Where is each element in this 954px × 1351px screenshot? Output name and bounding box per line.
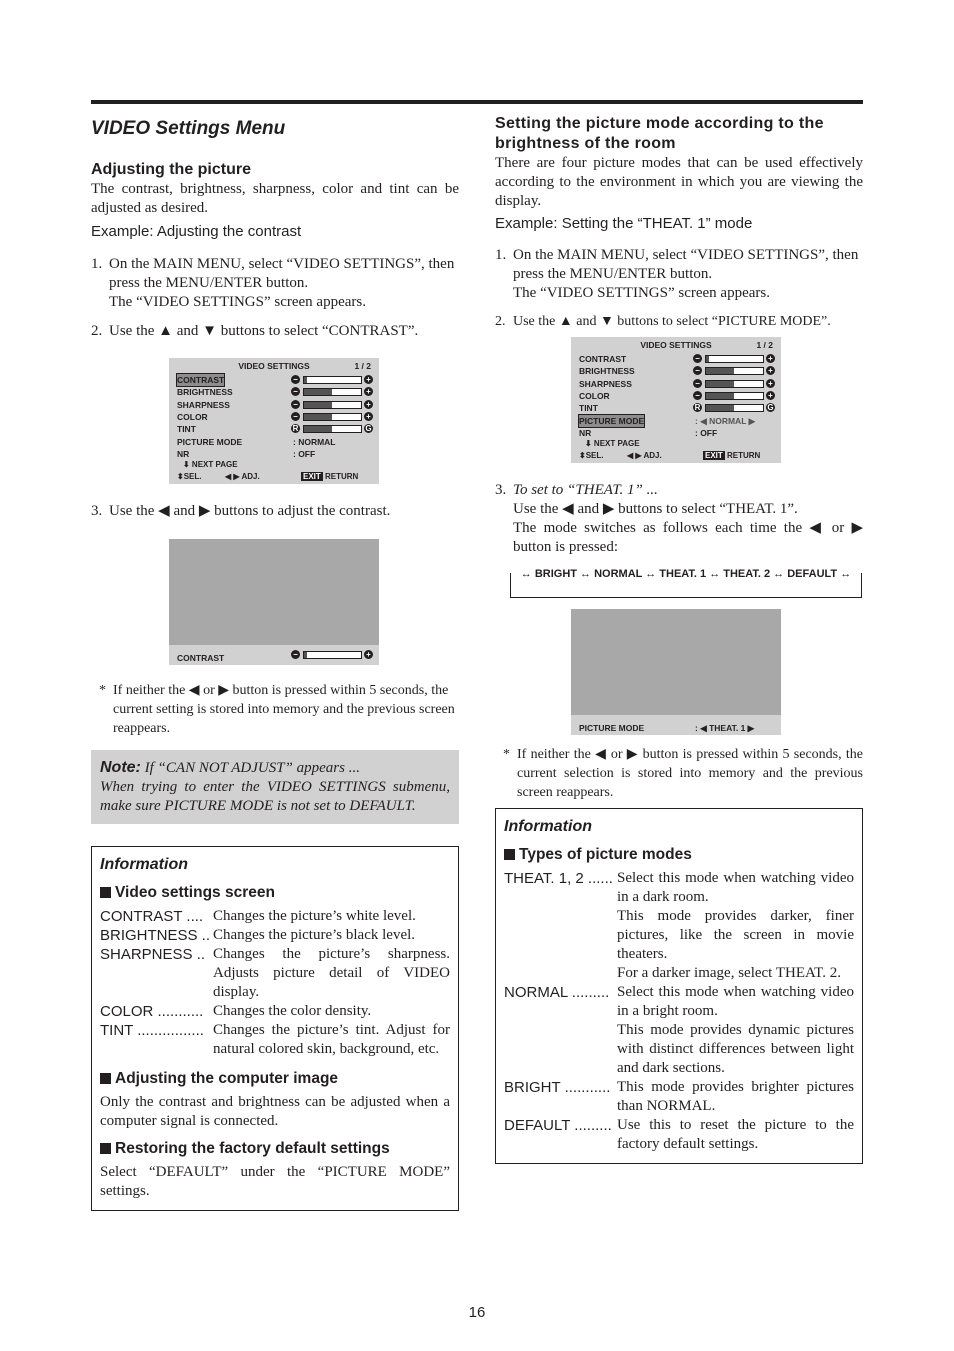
slider-bar — [303, 425, 362, 433]
info-box-left — [91, 846, 459, 1211]
menu-footer-hints: ⬍SEL. ◀ ▶ ADJ. EXIT RETURN — [177, 472, 359, 481]
definition-desc: Use this to reset the picture to the factory default settings. — [617, 1117, 854, 1152]
video-settings-menu — [169, 358, 379, 484]
plus-icon: G — [767, 403, 774, 413]
step-2-right-text: Use the ▲ and ▼ buttons to select “PICTURE MODE”. — [513, 314, 831, 329]
video-settings-menu-right — [571, 337, 781, 463]
step-2-right: 2. Use the ▲ and ▼ buttons to select “PICTURE MODE”. — [495, 312, 863, 331]
right-column — [495, 114, 863, 1164]
step-2-text: Use the ▲ and ▼ buttons to select “CONTRAST”. — [109, 323, 419, 339]
step-3-right: 3. To set to “THEAT. 1” ... Use the ◀ and ▶ buttons to select “THEAT. 1”. The mode switches as follows each time the ◀ or ▶ button is pressed: — [495, 482, 863, 555]
info-sub3: Restoring the factory default settings — [115, 1140, 390, 1157]
example-text-right: Example: Setting the “THEAT. 1” mode — [495, 215, 753, 232]
square-bullet-icon — [504, 849, 515, 860]
menu-row-label: TINT — [177, 424, 196, 435]
minus-icon: − — [291, 412, 300, 421]
menu-slider — [291, 375, 373, 385]
definition-term: NORMAL ......... — [504, 984, 610, 1001]
note-line2: When trying to enter the VIDEO SETTINGS submenu, make sure PICTURE MODE is not set to DEFAULT. — [100, 779, 450, 814]
next-page-hint: ⬇ NEXT PAGE — [585, 439, 640, 448]
definition-item — [100, 907, 450, 926]
slider-bar — [705, 367, 764, 375]
minus-icon: − — [291, 387, 300, 396]
menu-page: 1 / 2 — [354, 361, 371, 371]
note-box — [91, 750, 459, 824]
definition-item — [504, 1078, 854, 1116]
definition-item — [504, 983, 854, 1078]
minus-icon: − — [291, 400, 300, 409]
menu-slider — [693, 379, 775, 389]
screen-label: CONTRAST — [177, 653, 225, 663]
minus-icon: R — [292, 424, 299, 434]
menu-row-label: PICTURE MODE — [579, 415, 645, 426]
menu-row-label: BRIGHTNESS — [177, 387, 233, 398]
definition-desc: Changes the picture’s white level. — [213, 908, 416, 924]
contrast-slider — [291, 650, 373, 660]
plus-icon: + — [364, 400, 373, 409]
definition-term: BRIGHTNESS .. — [100, 927, 211, 944]
plus-icon: + — [766, 354, 775, 363]
section-title: VIDEO Settings Menu — [91, 118, 286, 139]
mode-intro: There are four picture modes that can be used effectively according to the environment in which you are viewing the display. — [495, 155, 863, 209]
menu-row-label: NR — [177, 448, 190, 459]
info-title: Information — [100, 856, 188, 873]
menu-row[interactable] — [177, 386, 373, 398]
menu-row-label: PICTURE MODE — [177, 436, 243, 447]
step-2: 2. Use the ▲ and ▼ buttons to select “CONTRAST”. — [91, 322, 459, 341]
step-3: 3. Use the ◀ and ▶ buttons to adjust the contrast. — [91, 502, 459, 521]
minus-icon: − — [693, 366, 702, 375]
square-bullet-icon — [100, 887, 111, 898]
sequence-text: ↔ BRIGHT ↔ NORMAL ↔ THEAT. 1 ↔ THEAT. 2 ↔ DEFAULT ↔ — [511, 565, 861, 584]
definition-term: COLOR ........... — [100, 1003, 204, 1020]
left-column — [91, 114, 459, 1211]
menu-slider — [291, 387, 373, 397]
info-sub2: Adjusting the computer image — [115, 1070, 339, 1087]
menu-row[interactable] — [579, 353, 775, 365]
footnote-right: * If neither the ◀ or ▶ button is pressed within 5 seconds, the current selection is stored into memory and the previous screen reappears. — [503, 747, 863, 800]
slider-bar — [705, 404, 764, 412]
page-number: 16 — [468, 1304, 486, 1321]
plus-icon: + — [364, 375, 373, 384]
plus-icon: + — [766, 391, 775, 400]
step-3-right-line1: Use the ◀ and ▶ buttons to select “THEAT. 1”. — [513, 501, 798, 517]
menu-slider — [291, 424, 373, 434]
info-sub1: Video settings screen — [115, 884, 275, 901]
updown-icon: ⬍ — [177, 472, 184, 481]
info-title: Information — [504, 818, 592, 835]
mode-heading: Setting the picture mode according to the brightness of the room — [495, 115, 824, 152]
contrast-screen — [169, 539, 379, 665]
menu-row-label: COLOR — [177, 411, 208, 422]
minus-icon: − — [291, 650, 300, 659]
step-1-right: 1. On the MAIN MENU, select “VIDEO SETTINGS”, then press the MENU/ENTER button. The “VIDEO SETTINGS” screen appears. — [495, 246, 863, 303]
example-text: Example: Adjusting the contrast — [91, 223, 302, 240]
definition-list — [100, 907, 450, 1059]
plus-icon: + — [766, 366, 775, 375]
menu-row-label: SHARPNESS — [177, 399, 230, 410]
menu-row[interactable] — [579, 402, 775, 414]
definition-item — [100, 1021, 450, 1059]
step-1-text: On the MAIN MENU, select “VIDEO SETTINGS”, then press the MENU/ENTER button. — [109, 256, 455, 291]
menu-row[interactable] — [177, 448, 373, 460]
menu-row-value: : ◀ NORMAL ▶ — [695, 415, 756, 426]
menu-row[interactable] — [177, 399, 373, 411]
definition-desc: Changes the picture’s sharpness. Adjusts picture detail of VIDEO display. — [213, 946, 450, 1000]
menu-row[interactable] — [177, 436, 373, 448]
menu-row-label: NR — [579, 427, 592, 438]
slider-bar — [705, 380, 764, 388]
footnote-text: If neither the ◀ or ▶ button is pressed within 5 seconds, the current setting is stored into memory and the previous screen reappears. — [113, 683, 455, 736]
slider-bar — [303, 376, 362, 384]
info-sub: Types of picture modes — [519, 846, 692, 863]
menu-row[interactable] — [177, 374, 373, 386]
definition-list — [504, 869, 854, 1154]
menu-title: VIDEO SETTINGS — [640, 340, 712, 350]
menu-footer-hints: ⬍SEL. ◀ ▶ ADJ. EXIT RETURN — [579, 451, 761, 460]
definition-term: CONTRAST .... — [100, 908, 204, 925]
definition-desc: Changes the picture’s black level. — [213, 927, 416, 943]
menu-page: 1 / 2 — [756, 340, 773, 350]
definition-desc: This mode provides brighter pictures than NORMAL. — [617, 1079, 854, 1114]
note-line1: If “CAN NOT ADJUST” appears ... — [144, 760, 360, 776]
menu-row[interactable] — [177, 411, 373, 423]
definition-term: DEFAULT ......... — [504, 1117, 612, 1134]
screen-value: : ◀ THEAT. 1 ▶ — [695, 723, 755, 733]
definition-item — [100, 926, 450, 945]
menu-row[interactable] — [579, 390, 775, 402]
menu-row-value: : OFF — [695, 427, 718, 438]
definition-desc: Select this mode when watching video in a dark room. This mode provides darker, finer pictures, like the screen in movie theaters. For a darker image, select THEAT. 2. — [617, 870, 854, 981]
updown-icon: ⬍ — [579, 451, 586, 460]
minus-icon: − — [693, 354, 702, 363]
step-1: 1. On the MAIN MENU, select “VIDEO SETTINGS”, then press the MENU/ENTER button. The “VIDEO SETTINGS” screen appears. — [91, 255, 459, 312]
step-3-right-line2: The mode switches as follows each time the ◀ or ▶ button is pressed: — [513, 520, 863, 555]
menu-row[interactable] — [579, 427, 775, 439]
square-bullet-icon — [100, 1073, 111, 1084]
info-box-right — [495, 808, 863, 1164]
definition-term: TINT ................ — [100, 1022, 204, 1039]
slider-bar — [303, 413, 362, 421]
definition-desc: Changes the picture’s tint. Adjust for natural colored skin, background, etc. — [213, 1022, 450, 1057]
menu-title: VIDEO SETTINGS — [238, 361, 310, 371]
menu-slider — [693, 403, 775, 413]
next-page-hint: ⬇ NEXT PAGE — [183, 460, 238, 469]
plus-icon: + — [364, 412, 373, 421]
menu-slider — [291, 400, 373, 410]
picture-mode-screen — [571, 609, 781, 735]
menu-row-label: CONTRAST — [177, 375, 225, 385]
footnote: * If neither the ◀ or ▶ button is pressed within 5 seconds, the current setting is stored into memory and the previous screen reappears. — [91, 681, 459, 738]
menu-slider — [693, 391, 775, 401]
step-3-right-italic: To set to “THEAT. 1” ... — [513, 482, 658, 498]
slider-bar — [705, 392, 764, 400]
menu-row[interactable] — [579, 378, 775, 390]
menu-row-label: BRIGHTNESS — [579, 366, 635, 377]
screen-label: PICTURE MODE — [579, 723, 645, 733]
info-sub3-text: Select “DEFAULT” under the “PICTURE MODE” settings. — [100, 1164, 450, 1199]
note-label: Note: — [100, 759, 141, 776]
plus-icon: + — [364, 650, 373, 659]
menu-slider — [693, 366, 775, 376]
step-1-result: The “VIDEO SETTINGS” screen appears. — [109, 294, 366, 310]
screen-bar — [169, 645, 379, 665]
slider-bar — [303, 401, 362, 409]
menu-row-value: : OFF — [293, 448, 316, 459]
step-1-right-result: The “VIDEO SETTINGS” screen appears. — [513, 285, 770, 301]
menu-row-label: TINT — [579, 403, 598, 414]
footnote-right-text: If neither the ◀ or ▶ button is pressed within 5 seconds, the current selection is stored into memory and the previous screen reappears. — [517, 747, 863, 800]
definition-desc: Select this mode when watching video in a bright room. This mode provides dynamic pictures with distinct differences between light and dark sections. — [617, 984, 854, 1076]
minus-icon: R — [694, 403, 701, 413]
slider-bar — [705, 355, 764, 363]
plus-icon: + — [766, 379, 775, 388]
minus-icon: − — [291, 375, 300, 384]
screen-bar — [571, 715, 781, 735]
menu-row-value: : NORMAL — [293, 436, 336, 447]
definition-term: THEAT. 1, 2 ...... — [504, 870, 613, 887]
menu-row[interactable] — [177, 423, 373, 435]
step-3-text: Use the ◀ and ▶ buttons to adjust the contrast. — [109, 503, 391, 519]
info-sub2-text: Only the contrast and brightness can be adjusted when a computer signal is connected. — [100, 1094, 450, 1129]
plus-icon: + — [364, 387, 373, 396]
definition-item — [504, 1116, 854, 1154]
top-rule — [91, 100, 863, 104]
menu-row[interactable] — [579, 415, 775, 427]
adjust-heading: Adjusting the picture — [91, 161, 251, 178]
minus-icon: − — [693, 379, 702, 388]
menu-row-label: COLOR — [579, 390, 610, 401]
definition-item — [100, 945, 450, 1002]
adjust-text: The contrast, brightness, sharpness, color and tint can be adjusted as desired. — [91, 181, 459, 216]
step-1-right-text: On the MAIN MENU, select “VIDEO SETTINGS”, then press the MENU/ENTER button. — [513, 247, 859, 282]
square-bullet-icon — [100, 1143, 111, 1154]
slider-bar — [303, 388, 362, 396]
definition-term: BRIGHT ........... — [504, 1079, 611, 1096]
mode-sequence — [510, 568, 862, 598]
definition-item — [100, 1002, 450, 1021]
definition-desc: Changes the color density. — [213, 1003, 372, 1019]
plus-icon: G — [365, 424, 372, 434]
menu-slider — [291, 412, 373, 422]
definition-item — [504, 869, 854, 983]
menu-row-label: CONTRAST — [579, 354, 627, 364]
menu-row-label: SHARPNESS — [579, 378, 632, 389]
definition-term: SHARPNESS .. — [100, 946, 206, 963]
slider-bar — [303, 651, 362, 659]
menu-row[interactable] — [579, 365, 775, 377]
menu-slider — [693, 354, 775, 364]
minus-icon: − — [693, 391, 702, 400]
